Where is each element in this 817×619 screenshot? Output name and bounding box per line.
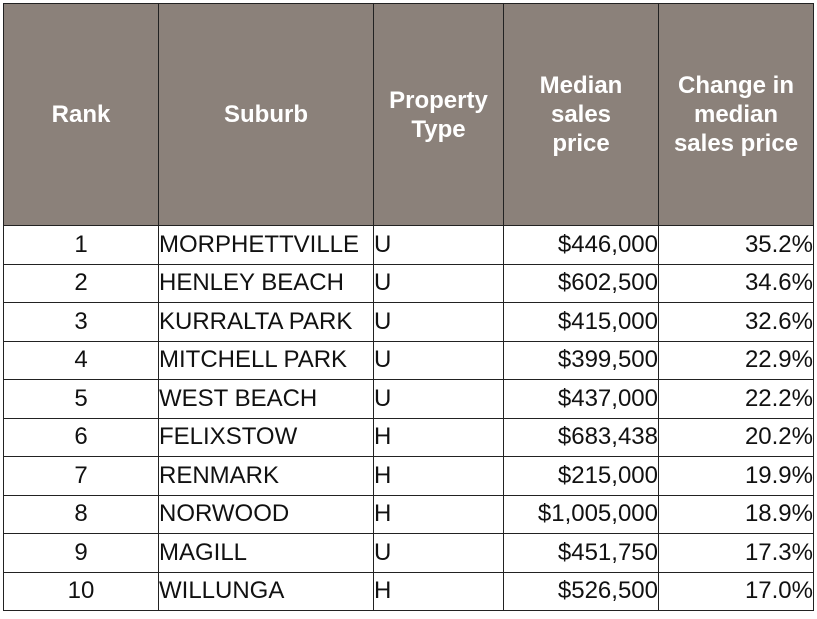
table-row [4, 457, 814, 496]
cell-rank: 6 [4, 418, 159, 457]
cell-median-price: $683,438 [504, 418, 659, 457]
cell-change: 32.6% [659, 303, 814, 342]
suburb-ranking-table [3, 3, 814, 611]
cell-suburb: MAGILL [159, 534, 374, 573]
cell-rank: 9 [4, 534, 159, 573]
cell-median-price: $215,000 [504, 457, 659, 496]
table-body [4, 226, 814, 611]
cell-change: 18.9% [659, 495, 814, 534]
cell-change: 17.0% [659, 572, 814, 611]
cell-change: 22.2% [659, 380, 814, 419]
cell-median-price: $399,500 [504, 341, 659, 380]
table-row [4, 534, 814, 573]
cell-median-price: $437,000 [504, 380, 659, 419]
table-row [4, 341, 814, 380]
cell-suburb: FELIXSTOW [159, 418, 374, 457]
cell-suburb: WEST BEACH [159, 380, 374, 419]
cell-change: 35.2% [659, 226, 814, 265]
cell-change: 34.6% [659, 264, 814, 303]
cell-suburb: NORWOOD [159, 495, 374, 534]
cell-change: 19.9% [659, 457, 814, 496]
cell-change: 22.9% [659, 341, 814, 380]
cell-rank: 5 [4, 380, 159, 419]
header-change-in-median: Change in median sales price [659, 4, 814, 226]
cell-rank: 7 [4, 457, 159, 496]
cell-change: 20.2% [659, 418, 814, 457]
header-property-type: Property Type [374, 4, 504, 226]
cell-property-type: H [374, 418, 504, 457]
cell-median-price: $526,500 [504, 572, 659, 611]
cell-median-price: $1,005,000 [504, 495, 659, 534]
cell-property-type: U [374, 341, 504, 380]
cell-property-type: U [374, 264, 504, 303]
cell-median-price: $415,000 [504, 303, 659, 342]
cell-change: 17.3% [659, 534, 814, 573]
header-suburb: Suburb [159, 4, 374, 226]
cell-median-price: $451,750 [504, 534, 659, 573]
cell-property-type: U [374, 303, 504, 342]
cell-rank: 2 [4, 264, 159, 303]
cell-property-type: U [374, 534, 504, 573]
table-row [4, 226, 814, 265]
table-row [4, 264, 814, 303]
cell-suburb: MORPHETTVILLE [159, 226, 374, 265]
cell-median-price: $446,000 [504, 226, 659, 265]
cell-suburb: RENMARK [159, 457, 374, 496]
table-header-row [4, 4, 814, 226]
cell-property-type: U [374, 226, 504, 265]
cell-rank: 8 [4, 495, 159, 534]
cell-rank: 10 [4, 572, 159, 611]
cell-suburb: HENLEY BEACH [159, 264, 374, 303]
cell-suburb: MITCHELL PARK [159, 341, 374, 380]
cell-property-type: H [374, 572, 504, 611]
cell-property-type: H [374, 495, 504, 534]
table-row [4, 418, 814, 457]
header-rank: Rank [4, 4, 159, 226]
cell-suburb: WILLUNGA [159, 572, 374, 611]
cell-rank: 4 [4, 341, 159, 380]
cell-rank: 1 [4, 226, 159, 265]
cell-property-type: H [374, 457, 504, 496]
cell-suburb: KURRALTA PARK [159, 303, 374, 342]
cell-rank: 3 [4, 303, 159, 342]
table-row [4, 380, 814, 419]
cell-property-type: U [374, 380, 504, 419]
table-row [4, 572, 814, 611]
cell-median-price: $602,500 [504, 264, 659, 303]
table-row [4, 495, 814, 534]
header-median-sales-price: Median sales price [504, 4, 659, 226]
table-row [4, 303, 814, 342]
